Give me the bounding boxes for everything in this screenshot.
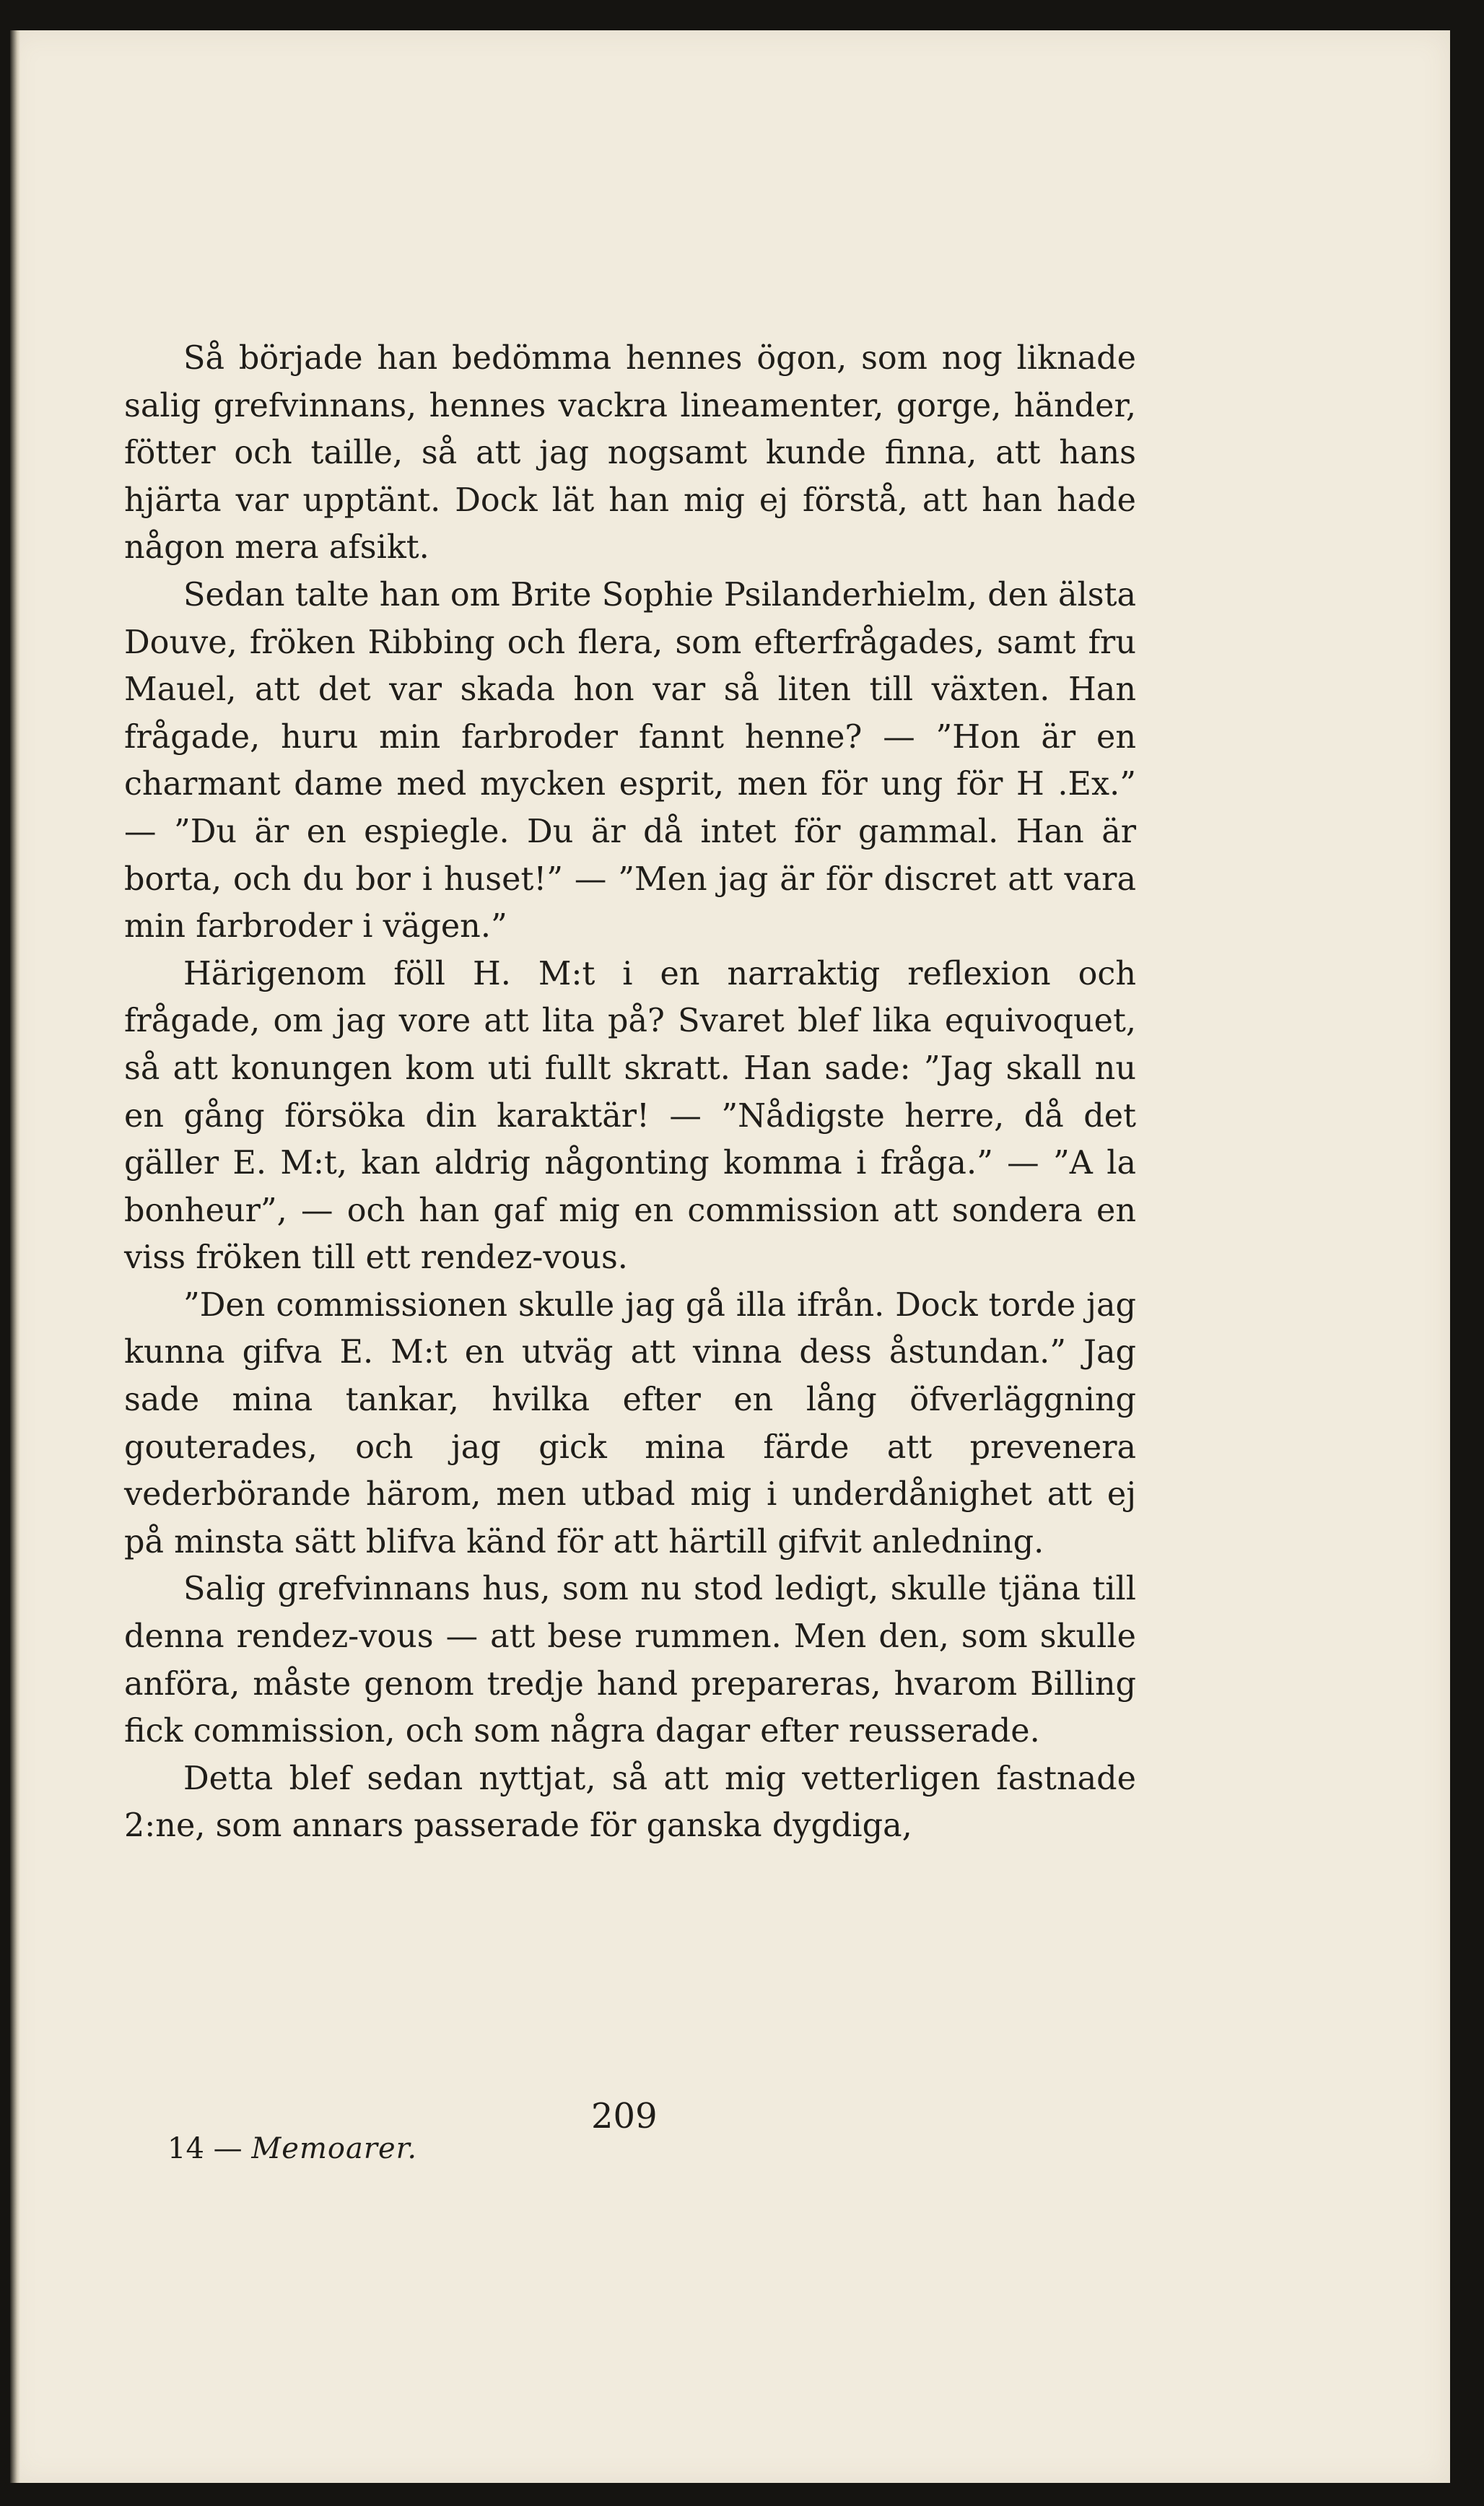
body-text <box>124 335 1136 1850</box>
paragraph: Sedan talte han om Brite Sophie Psilanderhielm, den älsta Douve, fröken Ribbing och flera, som efterfrågades, samt fru Mauel, att det var skada hon var så liten till växten. Han frågade, huru min farbroder fannt henne? — ”Hon är en charmant dame med mycken esprit, men för ung för H .Ex.” — ”Du är en espiegle. Du är då intet för gammal. Han är borta, och du bor i huset!” — ”Men jag är för discret att vara min farbroder i vägen.” <box>124 576 1136 946</box>
paragraph: Detta blef sedan nyttjat, så att mig vetterligen fastnade 2:ne, som annars passerade för ganska dygdiga, <box>124 1760 1136 1845</box>
signature-number: 14 <box>167 2132 204 2165</box>
paragraph: Salig grefvinnans hus, som nu stod ledigt, skulle tjäna till denna rendez-vous — att bese rummen. Men den, som skulle anföra, måste genom tredje hand prepareras, hvarom Billing fick commission, och som några dagar efter reusserade. <box>124 1571 1136 1750</box>
paragraph: ”Den commissionen skulle jag gå illa ifrån. Dock torde jag kunna gifva E. M:t en utväg att vinna dess åstundan.” Jag sade mina tankar, hvilka efter en lång öfverläggning gouterades, och jag gick mina färde att prevenera vederbörande härom, men utbad mig i underdånighet att ej på minsta sätt blifva känd för att härtill gifvit anledning. <box>124 1286 1136 1560</box>
signature-mark <box>167 2132 417 2165</box>
paragraph: Härigenom föll H. M:t i en narraktig reflexion och frågade, om jag vore att lita på? Svaret blef lika equivoquet, så att konungen kom uti fullt skratt. Han sade: ”Jag skall nu en gång försöka din karaktär! — ”Nådigste herre, då det gäller E. M:t, kan aldrig någonting komma i fråga.” — ”A la bonheur”, — och han gaf mig en commission att sondera en viss fröken till ett rendez-vous. <box>124 955 1136 1277</box>
signature-separator: — <box>213 2132 243 2165</box>
paragraph: Så började han bedömma hennes ögon, som nog liknade salig grefvinnans, hennes vackra lineamenter, gorge, händer, fötter och taille, så att jag nogsamt kunde finna, att hans hjärta var upptänt. Dock lät han mig ej förstå, att han hade någon mera afsikt. <box>124 340 1136 567</box>
book-page <box>10 30 1450 2483</box>
signature-title: Memoarer. <box>251 2132 418 2165</box>
page-number: 209 <box>591 2096 658 2136</box>
